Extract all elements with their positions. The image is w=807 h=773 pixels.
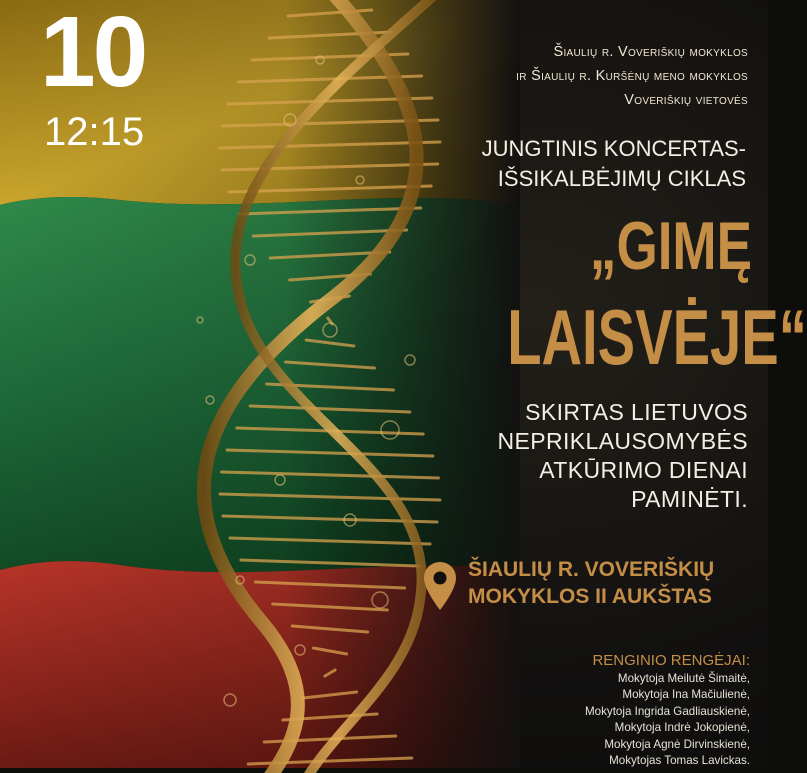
organizer-name: Mokytoja Ina Mačiulienė,	[622, 688, 750, 702]
concert-type-line: IŠSIKALBĖJIMŲ CIKLAS	[497, 166, 746, 191]
dna-rung	[255, 582, 404, 588]
dna-rung	[230, 538, 430, 544]
dna-rung	[286, 362, 375, 368]
event-day: 10	[40, 0, 146, 108]
concert-type	[386, 134, 746, 194]
dna-rung	[253, 230, 406, 236]
dna-rung	[313, 648, 346, 654]
dedication-line: SKIRTAS LIETUVOS	[525, 399, 748, 425]
dedication-line: ATKŪRIMO DIENAI	[539, 457, 748, 483]
dna-rung	[325, 670, 335, 676]
organizers-title: RENGINIO RENGĖJAI:	[592, 652, 750, 669]
dna-rung	[239, 208, 420, 214]
location	[424, 556, 714, 610]
organizer-school-line: Voveriškių vietovės	[624, 92, 748, 108]
organizer-name: Mokytojas Tomas Lavickas.	[609, 754, 750, 768]
dna-rung	[250, 406, 410, 412]
dna-rung	[292, 626, 367, 632]
dedication-line: PAMINĖTI.	[631, 486, 748, 512]
organizer-school-line: Šiaulių r. Voveriškių mokyklos	[553, 44, 748, 60]
location-text	[468, 556, 714, 610]
map-pin-icon	[424, 562, 456, 610]
organizer-name: Mokytoja Meilutė Šimaitė,	[617, 672, 750, 685]
dna-rung	[303, 692, 356, 698]
dna-rung	[241, 560, 419, 566]
organizers-list	[430, 671, 750, 769]
organizer-school-line: ir Šiaulių r. Kuršėnų meno mokyklos	[516, 68, 748, 84]
location-line: ŠIAULIŲ R. VOVERIŠKIŲ	[468, 558, 715, 581]
organizer-name: Mokytoja Indrė Jokopienė,	[614, 721, 750, 735]
organizers	[430, 652, 750, 769]
organizer-name: Mokytoja Agnė Dirvinskienė,	[604, 737, 750, 751]
dna-rung	[273, 604, 388, 610]
event-time: 12:15	[44, 110, 145, 154]
organizer-name: Mokytoja Ingrida Gadliauskienė,	[585, 704, 750, 718]
organizer-school	[388, 40, 748, 112]
dedication-line: NEPRIKLAUSOMYBĖS	[497, 428, 748, 454]
dna-rung	[306, 340, 354, 346]
event-title-line-1: „GIMĘ	[589, 208, 752, 284]
event-title-line-2: LAISVĖJE“	[507, 293, 807, 381]
concert-type-line: JUNGTINIS KONCERTAS-	[481, 136, 746, 161]
location-line: MOKYKLOS II AUKŠTAS	[468, 585, 712, 608]
dedication	[388, 398, 748, 514]
